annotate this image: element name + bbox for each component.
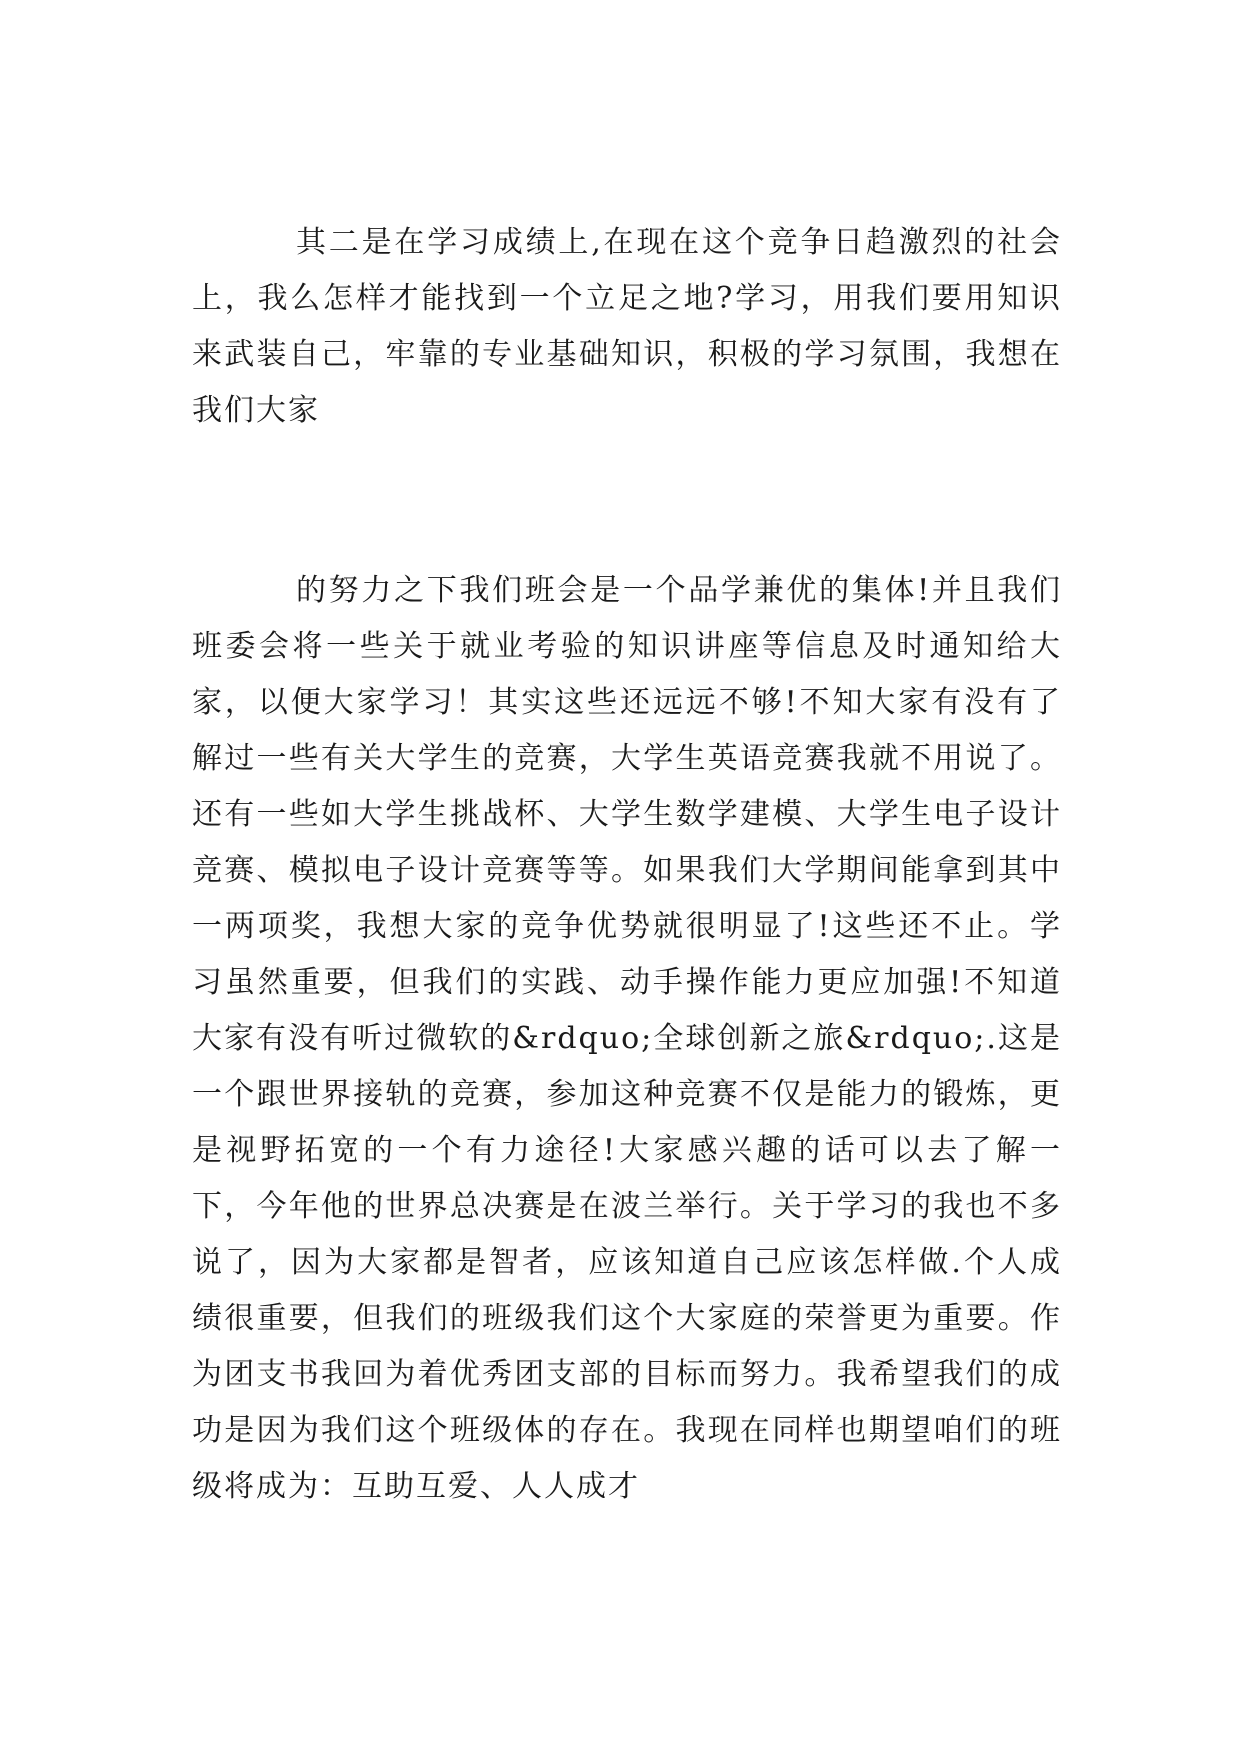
paragraph-class-goals: 的努力之下我们班会是一个品学兼优的集体!并且我们班委会将一些关于就业考验的知识讲座等信息及时通知给大家，以便大家学习！其实这些还远远不够!不知大家有没有了解过一些有关大学生的竞赛，大学生英语竞赛我就不用说了。还有一些如大学生挑战杯、大学生数学建模、大学生电子设计竞赛、模拟电子设计竞赛等等。如果我们大学期间能拿到其中一两项奖，我想大家的竞争优势就很明显了!这些还不止。学习虽然重要，但我们的实践、动手操作能力更应加强!不知道大家有没有听过微软的&rdquo;全球创新之旅&rdquo;.这是一个跟世界接轨的竞赛，参加这种竞赛不仅是能力的锻炼，更是视野拓宽的一个有力途径!大家感兴趣的话可以去了解一下，今年他的世界总决赛是在波兰举行。关于学习的我也不多说了，因为大家都是智者，应该知道自己应该怎样做.个人成绩很重要，但我们的班级我们这个大家庭的荣誉更为重要。作为团支书我回为着优秀团支部的目标而努力。我希望我们的成功是因为我们这个班级体的存在。我现在同样也期望咱们的班级将成为：互助互爱、人人成才 (192, 573, 1062, 1504)
paragraph-study-results: 其二是在学习成绩上,在现在这个竞争日趋激烈的社会上，我么怎样才能找到一个立足之地?学习，用我们要用知识来武装自己，牢靠的专业基础知识，积极的学习氛围，我想在我们大家 (192, 225, 1062, 428)
